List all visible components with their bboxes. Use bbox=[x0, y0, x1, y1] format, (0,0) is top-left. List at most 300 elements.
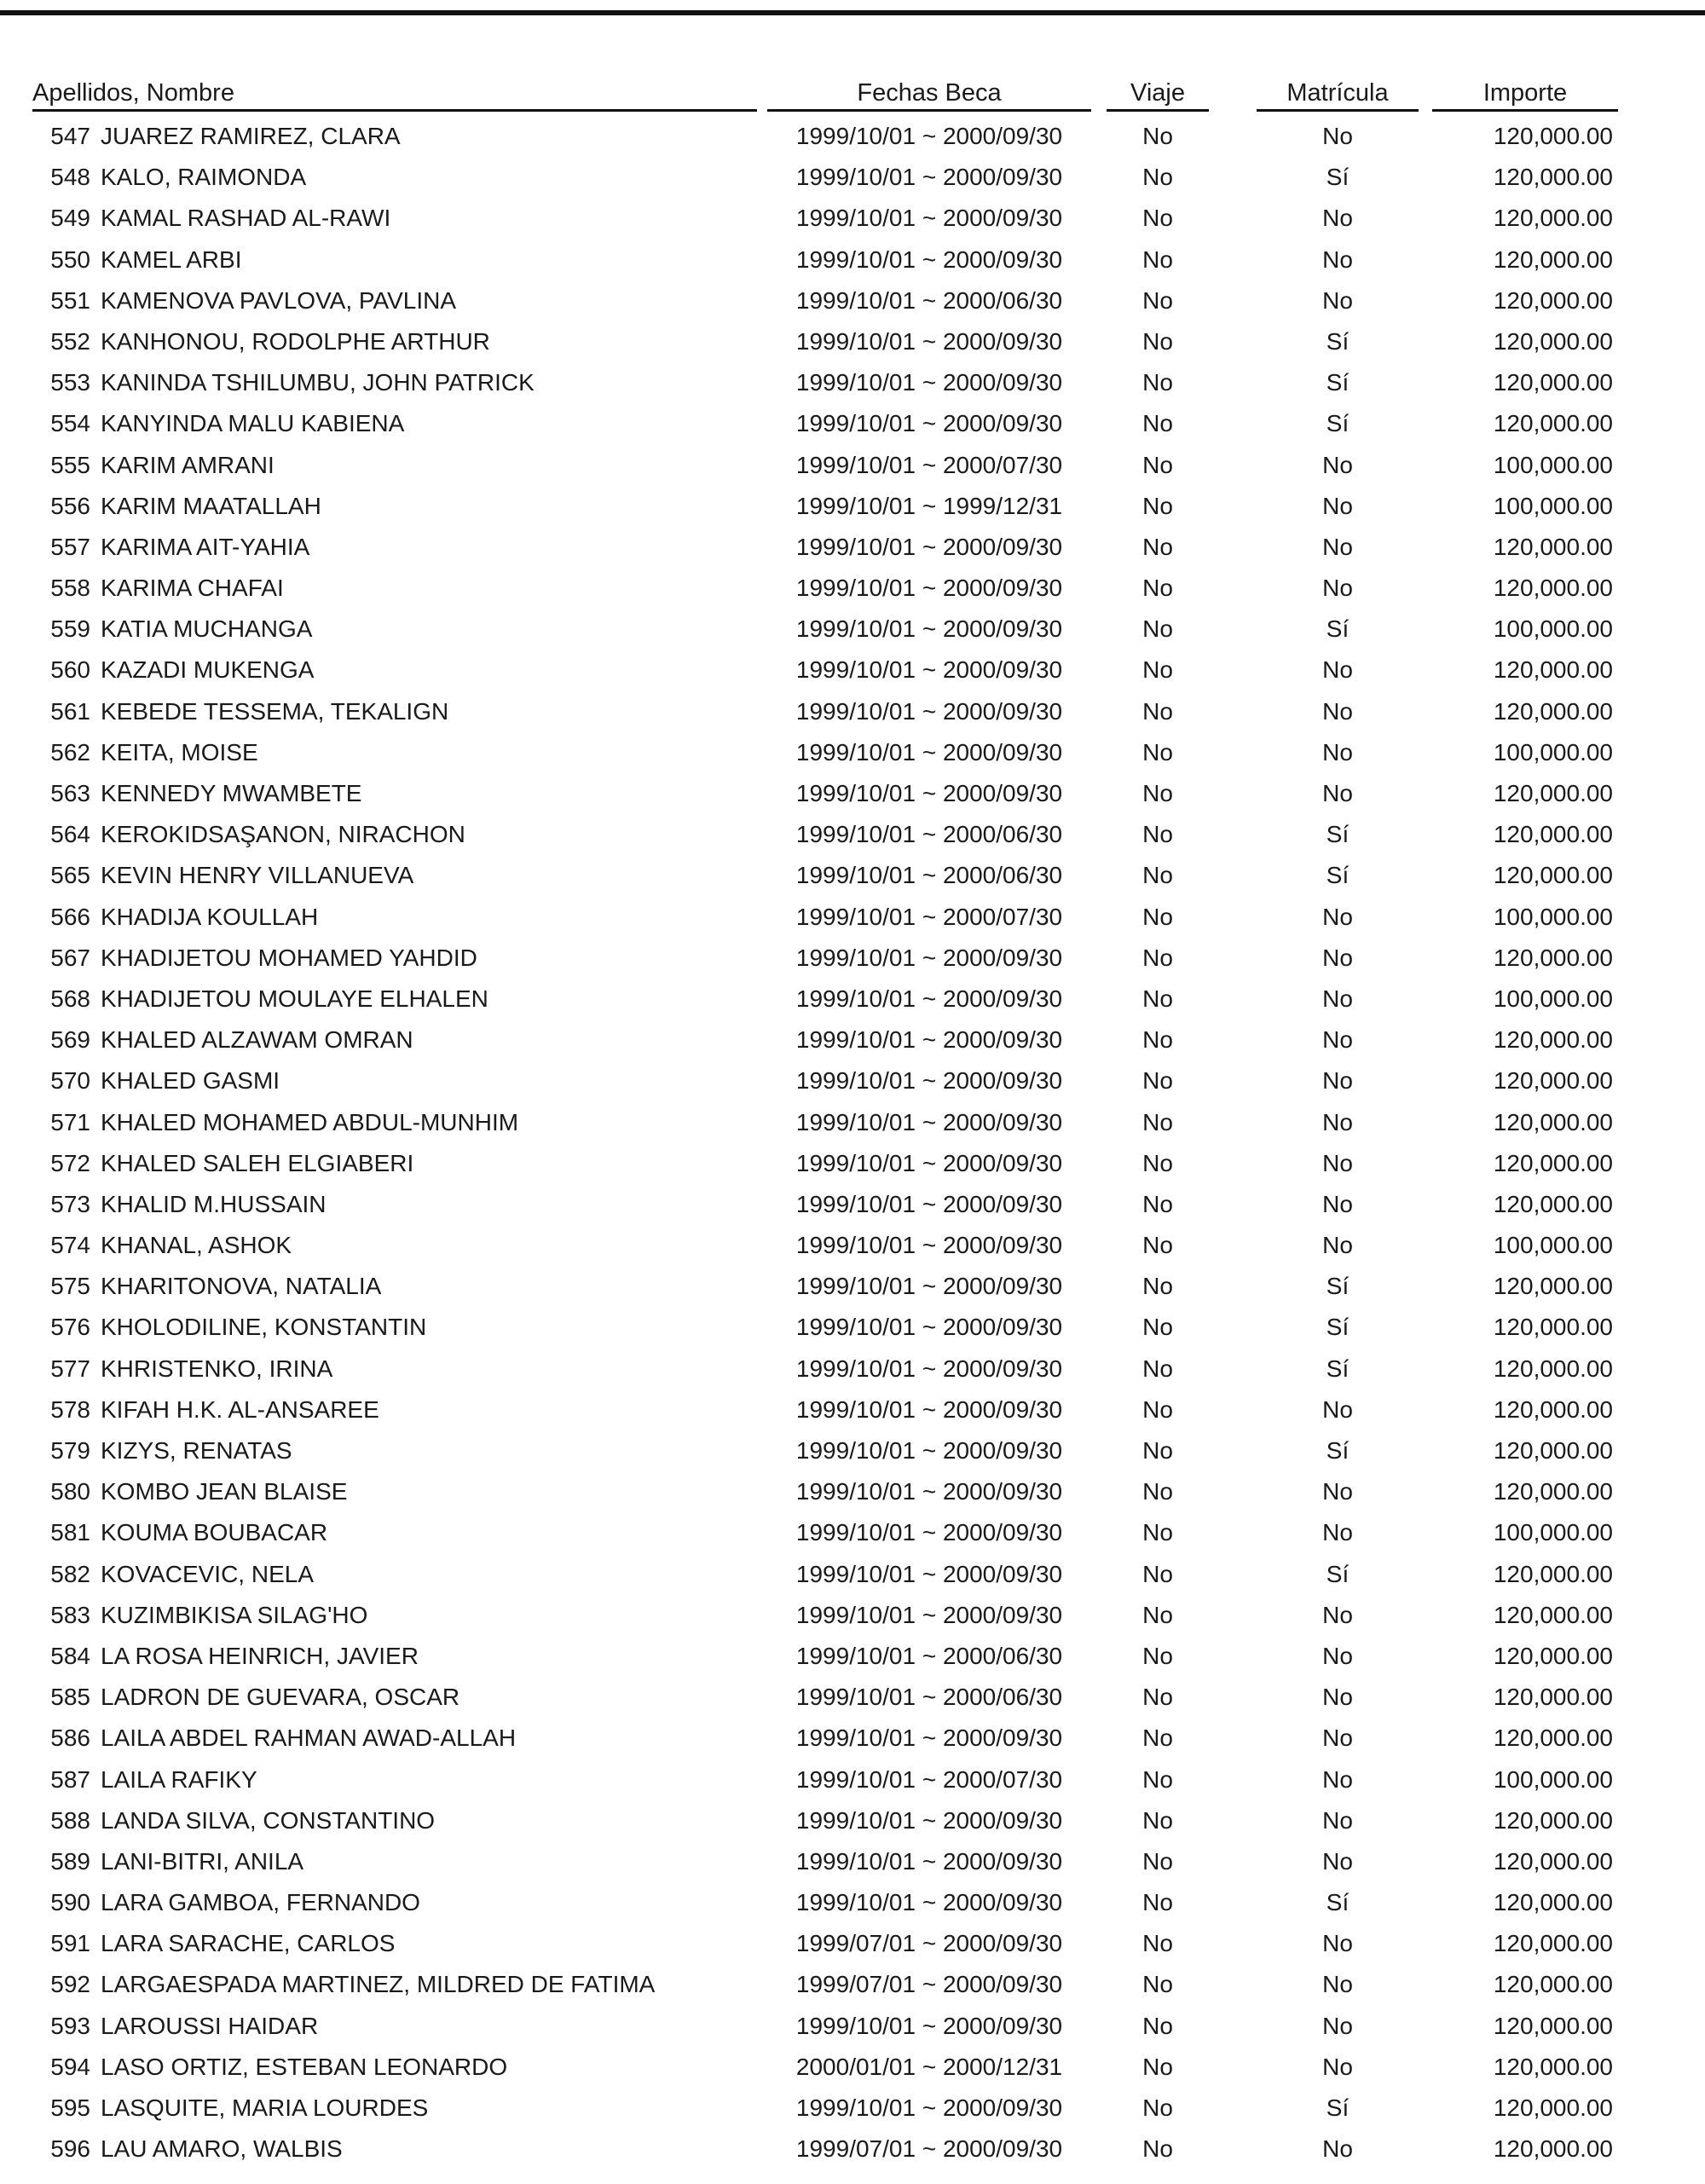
row-matricula: No bbox=[1322, 2012, 1353, 2039]
row-number: 576 bbox=[50, 1314, 90, 1341]
row-fechas: 1999/10/01 ~ 2000/09/30 bbox=[795, 1190, 1063, 1217]
row-importe: 120,000.00 bbox=[1493, 1273, 1613, 1300]
row-matricula: No bbox=[1322, 1847, 1353, 1875]
table-row bbox=[0, 1230, 1705, 1271]
row-name: KARIM AMRANI bbox=[101, 451, 275, 478]
row-viaje: No bbox=[1142, 327, 1173, 355]
row-viaje: No bbox=[1142, 451, 1173, 478]
row-name: LASO ORTIZ, ESTEBAN LEONARDO bbox=[101, 2053, 508, 2080]
table-row bbox=[0, 450, 1705, 491]
row-fechas: 1999/10/01 ~ 2000/06/30 bbox=[795, 1684, 1063, 1711]
row-name: KARIMA AIT-YAHIA bbox=[101, 533, 310, 560]
table-row bbox=[0, 1066, 1705, 1106]
row-number: 565 bbox=[50, 862, 90, 889]
row-matricula: No bbox=[1322, 1806, 1353, 1834]
row-number: 560 bbox=[50, 656, 90, 684]
row-number: 578 bbox=[50, 1395, 90, 1423]
row-number: 594 bbox=[50, 2053, 90, 2080]
row-number: 593 bbox=[50, 2012, 90, 2039]
row-viaje: No bbox=[1142, 2094, 1173, 2121]
row-name: KHOLODILINE, KONSTANTIN bbox=[101, 1314, 427, 1341]
row-viaje: No bbox=[1142, 1067, 1173, 1095]
row-matricula: No bbox=[1322, 1642, 1353, 1669]
row-importe: 120,000.00 bbox=[1493, 164, 1613, 191]
row-matricula: Sí bbox=[1326, 1355, 1350, 1382]
row-name: KOUMA BOUBACAR bbox=[101, 1519, 328, 1546]
row-number: 547 bbox=[50, 123, 90, 149]
row-name: KHADIJETOU MOULAYE ELHALEN bbox=[101, 985, 488, 1012]
row-fechas: 1999/10/01 ~ 2000/09/30 bbox=[795, 369, 1063, 396]
row-importe: 120,000.00 bbox=[1493, 1067, 1613, 1095]
row-viaje: No bbox=[1142, 2135, 1173, 2163]
row-name: KHADIJA KOULLAH bbox=[101, 903, 319, 930]
row-fechas: 1999/10/01 ~ 2000/09/30 bbox=[795, 123, 1063, 149]
row-name: LASQUITE, MARIA LOURDES bbox=[101, 2094, 429, 2121]
row-number: 587 bbox=[50, 1765, 90, 1793]
row-importe: 100,000.00 bbox=[1493, 1232, 1613, 1259]
row-importe: 120,000.00 bbox=[1493, 656, 1613, 684]
row-matricula: Sí bbox=[1326, 327, 1350, 355]
table-header bbox=[0, 78, 1705, 113]
table-row bbox=[0, 245, 1705, 286]
row-fechas: 1999/10/01 ~ 2000/09/30 bbox=[795, 944, 1063, 971]
row-importe: 120,000.00 bbox=[1493, 205, 1613, 232]
row-viaje: No bbox=[1142, 533, 1173, 560]
table-row bbox=[0, 1846, 1705, 1887]
row-importe: 100,000.00 bbox=[1493, 451, 1613, 478]
row-name: LARA SARACHE, CARLOS bbox=[101, 1930, 396, 1957]
row-fechas: 1999/07/01 ~ 2000/09/30 bbox=[795, 1930, 1063, 1957]
row-viaje: No bbox=[1142, 1847, 1173, 1875]
row-matricula: No bbox=[1322, 1765, 1353, 1793]
row-matricula: No bbox=[1322, 1601, 1353, 1628]
table-row bbox=[0, 491, 1705, 532]
table-row bbox=[0, 2052, 1705, 2093]
table-row bbox=[0, 1682, 1705, 1723]
row-fechas: 1999/10/01 ~ 2000/06/30 bbox=[795, 821, 1063, 848]
row-name: LADRON DE GUEVARA, OSCAR bbox=[101, 1684, 460, 1711]
row-number: 552 bbox=[50, 327, 90, 355]
row-number: 564 bbox=[50, 821, 90, 848]
row-importe: 120,000.00 bbox=[1493, 1149, 1613, 1176]
row-importe: 100,000.00 bbox=[1493, 738, 1613, 766]
row-importe: 120,000.00 bbox=[1493, 2053, 1613, 2080]
row-name: KOMBO JEAN BLAISE bbox=[101, 1478, 348, 1505]
header-viaje: Viaje bbox=[1107, 78, 1209, 112]
row-importe: 120,000.00 bbox=[1493, 2135, 1613, 2163]
row-name: KARIMA CHAFAI bbox=[101, 575, 284, 602]
table-row bbox=[0, 1107, 1705, 1148]
row-matricula: Sí bbox=[1326, 369, 1350, 396]
row-fechas: 1999/10/01 ~ 2000/09/30 bbox=[795, 1437, 1063, 1464]
top-rule bbox=[0, 10, 1705, 15]
table-row bbox=[0, 1395, 1705, 1436]
table-row bbox=[0, 203, 1705, 244]
row-viaje: No bbox=[1142, 1725, 1173, 1752]
table-row bbox=[0, 408, 1705, 449]
row-number: 592 bbox=[50, 1971, 90, 1998]
row-name: KAZADI MUKENGA bbox=[101, 656, 315, 684]
row-matricula: No bbox=[1322, 2135, 1353, 2163]
row-name: KANYINDA MALU KABIENA bbox=[101, 410, 405, 437]
row-viaje: No bbox=[1142, 862, 1173, 889]
row-importe: 120,000.00 bbox=[1493, 246, 1613, 273]
row-viaje: No bbox=[1142, 205, 1173, 232]
row-viaje: No bbox=[1142, 1601, 1173, 1628]
row-name: LARGAESPADA MARTINEZ, MILDRED DE FATIMA bbox=[101, 1971, 656, 1998]
row-number: 558 bbox=[50, 575, 90, 602]
row-importe: 100,000.00 bbox=[1493, 492, 1613, 519]
row-name: KAMEL ARBI bbox=[101, 246, 242, 273]
row-fechas: 1999/10/01 ~ 2000/09/30 bbox=[795, 1519, 1063, 1546]
row-fechas: 1999/10/01 ~ 2000/06/30 bbox=[795, 286, 1063, 314]
row-importe: 120,000.00 bbox=[1493, 862, 1613, 889]
row-number: 554 bbox=[50, 410, 90, 437]
row-fechas: 1999/10/01 ~ 2000/09/30 bbox=[795, 1889, 1063, 1916]
row-fechas: 1999/10/01 ~ 2000/06/30 bbox=[795, 862, 1063, 889]
row-matricula: No bbox=[1322, 1519, 1353, 1546]
table-row bbox=[0, 1600, 1705, 1641]
table-row bbox=[0, 1723, 1705, 1764]
row-viaje: No bbox=[1142, 697, 1173, 725]
row-name: LAILA ABDEL RAHMAN AWAD-ALLAH bbox=[101, 1725, 517, 1752]
row-viaje: No bbox=[1142, 1806, 1173, 1834]
row-matricula: No bbox=[1322, 492, 1353, 519]
row-importe: 120,000.00 bbox=[1493, 1395, 1613, 1423]
row-viaje: No bbox=[1142, 1889, 1173, 1916]
row-matricula: No bbox=[1322, 451, 1353, 478]
row-viaje: No bbox=[1142, 286, 1173, 314]
row-number: 591 bbox=[50, 1930, 90, 1957]
row-viaje: No bbox=[1142, 1314, 1173, 1341]
row-viaje: No bbox=[1142, 1478, 1173, 1505]
row-matricula: Sí bbox=[1326, 1437, 1350, 1464]
row-viaje: No bbox=[1142, 656, 1173, 684]
row-viaje: No bbox=[1142, 369, 1173, 396]
row-number: 550 bbox=[50, 246, 90, 273]
table-row bbox=[0, 367, 1705, 408]
row-importe: 120,000.00 bbox=[1493, 1601, 1613, 1628]
row-matricula: No bbox=[1322, 780, 1353, 806]
row-importe: 120,000.00 bbox=[1493, 1026, 1613, 1054]
row-fechas: 1999/10/01 ~ 2000/09/30 bbox=[795, 656, 1063, 684]
row-matricula: Sí bbox=[1326, 1273, 1350, 1300]
row-viaje: No bbox=[1142, 410, 1173, 437]
row-importe: 100,000.00 bbox=[1493, 615, 1613, 643]
row-viaje: No bbox=[1142, 1273, 1173, 1300]
row-matricula: No bbox=[1322, 697, 1353, 725]
row-importe: 100,000.00 bbox=[1493, 1519, 1613, 1546]
table-row bbox=[0, 532, 1705, 573]
row-viaje: No bbox=[1142, 1437, 1173, 1464]
row-fechas: 1999/10/01 ~ 2000/09/30 bbox=[795, 2094, 1063, 2121]
row-matricula: No bbox=[1322, 1108, 1353, 1135]
row-matricula: Sí bbox=[1326, 2094, 1350, 2121]
row-number: 561 bbox=[50, 697, 90, 725]
row-matricula: No bbox=[1322, 1725, 1353, 1752]
row-importe: 120,000.00 bbox=[1493, 1684, 1613, 1711]
table-row bbox=[0, 2134, 1705, 2175]
row-viaje: No bbox=[1142, 903, 1173, 930]
row-viaje: No bbox=[1142, 1108, 1173, 1135]
row-matricula: No bbox=[1322, 1026, 1353, 1054]
row-importe: 120,000.00 bbox=[1493, 1971, 1613, 1998]
table-row bbox=[0, 1312, 1705, 1353]
row-name: LAU AMARO, WALBIS bbox=[101, 2135, 343, 2163]
row-number: 596 bbox=[50, 2135, 90, 2163]
row-matricula: No bbox=[1322, 1395, 1353, 1423]
table-row bbox=[0, 1025, 1705, 1066]
row-fechas: 1999/10/01 ~ 2000/09/30 bbox=[795, 1601, 1063, 1628]
row-name: KEITA, MOISE bbox=[101, 738, 258, 766]
row-importe: 120,000.00 bbox=[1493, 1560, 1613, 1587]
table-row bbox=[0, 121, 1705, 162]
header-importe: Importe bbox=[1432, 78, 1618, 112]
row-name: KARIM MAATALLAH bbox=[101, 492, 321, 519]
table-row bbox=[0, 737, 1705, 778]
table-row bbox=[0, 1559, 1705, 1600]
row-number: 586 bbox=[50, 1725, 90, 1752]
row-importe: 120,000.00 bbox=[1493, 1437, 1613, 1464]
row-name: KHARITONOVA, NATALIA bbox=[101, 1273, 382, 1300]
header-fechas: Fechas Beca bbox=[767, 78, 1091, 112]
row-fechas: 1999/10/01 ~ 2000/09/30 bbox=[795, 985, 1063, 1012]
row-matricula: Sí bbox=[1326, 862, 1350, 889]
row-fechas: 1999/10/01 ~ 2000/09/30 bbox=[795, 1149, 1063, 1176]
row-fechas: 1999/10/01 ~ 2000/07/30 bbox=[795, 451, 1063, 478]
row-matricula: No bbox=[1322, 1930, 1353, 1957]
row-name: KANINDA TSHILUMBU, JOHN PATRICK bbox=[101, 369, 535, 396]
row-fechas: 1999/10/01 ~ 2000/09/30 bbox=[795, 410, 1063, 437]
row-number: 557 bbox=[50, 533, 90, 560]
row-matricula: Sí bbox=[1326, 164, 1350, 191]
row-number: 571 bbox=[50, 1108, 90, 1135]
row-importe: 120,000.00 bbox=[1493, 2094, 1613, 2121]
row-importe: 120,000.00 bbox=[1493, 1642, 1613, 1669]
table-row bbox=[0, 819, 1705, 860]
row-viaje: No bbox=[1142, 123, 1173, 149]
table-row bbox=[0, 2093, 1705, 2134]
row-number: 566 bbox=[50, 903, 90, 930]
row-importe: 120,000.00 bbox=[1493, 327, 1613, 355]
row-fechas: 2000/01/01 ~ 2000/12/31 bbox=[795, 2053, 1063, 2080]
row-fechas: 1999/10/01 ~ 2000/09/30 bbox=[795, 780, 1063, 806]
row-matricula: Sí bbox=[1326, 1889, 1350, 1916]
row-fechas: 1999/10/01 ~ 2000/09/30 bbox=[795, 738, 1063, 766]
row-viaje: No bbox=[1142, 985, 1173, 1012]
row-number: 584 bbox=[50, 1642, 90, 1669]
row-matricula: No bbox=[1322, 1684, 1353, 1711]
row-fechas: 1999/10/01 ~ 2000/09/30 bbox=[795, 533, 1063, 560]
row-fechas: 1999/10/01 ~ 2000/09/30 bbox=[795, 246, 1063, 273]
row-fechas: 1999/07/01 ~ 2000/09/30 bbox=[795, 1971, 1063, 1998]
table-row bbox=[0, 1271, 1705, 1312]
row-viaje: No bbox=[1142, 1232, 1173, 1259]
row-number: 579 bbox=[50, 1437, 90, 1464]
row-fechas: 1999/10/01 ~ 2000/09/30 bbox=[795, 1725, 1063, 1752]
row-viaje: No bbox=[1142, 821, 1173, 848]
row-fechas: 1999/10/01 ~ 2000/09/30 bbox=[795, 697, 1063, 725]
row-importe: 120,000.00 bbox=[1493, 1190, 1613, 1217]
table-row bbox=[0, 943, 1705, 984]
row-name: JUAREZ RAMIREZ, CLARA bbox=[101, 123, 401, 149]
row-name: KIZYS, RENATAS bbox=[101, 1437, 292, 1464]
table-row bbox=[0, 984, 1705, 1025]
table-row bbox=[0, 696, 1705, 737]
row-matricula: Sí bbox=[1326, 615, 1350, 643]
row-viaje: No bbox=[1142, 1355, 1173, 1382]
row-name: KHALED ALZAWAM OMRAN bbox=[101, 1026, 413, 1054]
row-importe: 120,000.00 bbox=[1493, 2012, 1613, 2039]
row-fechas: 1999/10/01 ~ 2000/09/30 bbox=[795, 2012, 1063, 2039]
row-viaje: No bbox=[1142, 1149, 1173, 1176]
row-viaje: No bbox=[1142, 1519, 1173, 1546]
row-importe: 120,000.00 bbox=[1493, 697, 1613, 725]
row-number: 551 bbox=[50, 286, 90, 314]
row-matricula: No bbox=[1322, 944, 1353, 971]
row-viaje: No bbox=[1142, 780, 1173, 806]
row-name: KAMENOVA PAVLOVA, PAVLINA bbox=[101, 286, 457, 314]
row-fechas: 1999/10/01 ~ 2000/09/30 bbox=[795, 327, 1063, 355]
row-name: KEBEDE TESSEMA, TEKALIGN bbox=[101, 697, 449, 725]
row-matricula: No bbox=[1322, 903, 1353, 930]
row-name: LAROUSSI HAIDAR bbox=[101, 2012, 319, 2039]
row-fechas: 1999/10/01 ~ 2000/09/30 bbox=[795, 1355, 1063, 1382]
row-matricula: No bbox=[1322, 1149, 1353, 1176]
row-matricula: No bbox=[1322, 1232, 1353, 1259]
row-importe: 100,000.00 bbox=[1493, 985, 1613, 1012]
row-number: 568 bbox=[50, 985, 90, 1012]
row-name: KATIA MUCHANGA bbox=[101, 615, 313, 643]
row-number: 583 bbox=[50, 1601, 90, 1628]
table-row bbox=[0, 778, 1705, 819]
table-row bbox=[0, 902, 1705, 943]
row-viaje: No bbox=[1142, 2053, 1173, 2080]
row-fechas: 1999/10/01 ~ 2000/09/30 bbox=[795, 1314, 1063, 1341]
row-number: 589 bbox=[50, 1847, 90, 1875]
header-name: Apellidos, Nombre bbox=[32, 78, 757, 112]
row-number: 572 bbox=[50, 1149, 90, 1176]
row-matricula: No bbox=[1322, 286, 1353, 314]
row-importe: 120,000.00 bbox=[1493, 780, 1613, 806]
row-name: KHRISTENKO, IRINA bbox=[101, 1355, 333, 1382]
row-viaje: No bbox=[1142, 1971, 1173, 1998]
row-fechas: 1999/10/01 ~ 2000/07/30 bbox=[795, 903, 1063, 930]
row-fechas: 1999/10/01 ~ 2000/09/30 bbox=[795, 1806, 1063, 1834]
table-row bbox=[0, 1969, 1705, 2010]
row-number: 555 bbox=[50, 451, 90, 478]
row-number: 577 bbox=[50, 1355, 90, 1382]
row-matricula: Sí bbox=[1326, 410, 1350, 437]
row-matricula: Sí bbox=[1326, 1560, 1350, 1587]
row-fechas: 1999/10/01 ~ 1999/12/31 bbox=[795, 492, 1063, 519]
row-name: KAMAL RASHAD AL-RAWI bbox=[101, 205, 391, 232]
row-matricula: No bbox=[1322, 1971, 1353, 1998]
row-viaje: No bbox=[1142, 575, 1173, 602]
row-matricula: Sí bbox=[1326, 821, 1350, 848]
row-importe: 120,000.00 bbox=[1493, 410, 1613, 437]
row-name: LA ROSA HEINRICH, JAVIER bbox=[101, 1642, 419, 1669]
row-number: 553 bbox=[50, 369, 90, 396]
row-number: 563 bbox=[50, 780, 90, 806]
row-matricula: No bbox=[1322, 205, 1353, 232]
row-number: 562 bbox=[50, 738, 90, 766]
row-number: 575 bbox=[50, 1273, 90, 1300]
row-fechas: 1999/10/01 ~ 2000/07/30 bbox=[795, 1765, 1063, 1793]
row-number: 556 bbox=[50, 492, 90, 519]
row-importe: 120,000.00 bbox=[1493, 1806, 1613, 1834]
row-number: 588 bbox=[50, 1806, 90, 1834]
row-number: 580 bbox=[50, 1478, 90, 1505]
row-fechas: 1999/10/01 ~ 2000/09/30 bbox=[795, 1560, 1063, 1587]
row-matricula: No bbox=[1322, 738, 1353, 766]
row-name: LARA GAMBOA, FERNANDO bbox=[101, 1889, 420, 1916]
row-importe: 120,000.00 bbox=[1493, 1108, 1613, 1135]
row-name: KHANAL, ASHOK bbox=[101, 1232, 292, 1259]
row-matricula: No bbox=[1322, 575, 1353, 602]
row-fechas: 1999/10/01 ~ 2000/09/30 bbox=[795, 1847, 1063, 1875]
table-row bbox=[0, 2011, 1705, 2052]
table-row bbox=[0, 162, 1705, 203]
row-number: 569 bbox=[50, 1026, 90, 1054]
row-name: LANDA SILVA, CONSTANTINO bbox=[101, 1806, 436, 1834]
row-fechas: 1999/10/01 ~ 2000/09/30 bbox=[795, 1108, 1063, 1135]
row-name: KANHONOU, RODOLPHE ARTHUR bbox=[101, 327, 490, 355]
row-fechas: 1999/10/01 ~ 2000/09/30 bbox=[795, 1232, 1063, 1259]
table-row bbox=[0, 1148, 1705, 1189]
table-row bbox=[0, 573, 1705, 614]
row-importe: 120,000.00 bbox=[1493, 821, 1613, 848]
row-importe: 120,000.00 bbox=[1493, 575, 1613, 602]
row-number: 567 bbox=[50, 944, 90, 971]
row-viaje: No bbox=[1142, 738, 1173, 766]
row-number: 590 bbox=[50, 1889, 90, 1916]
row-fechas: 1999/07/01 ~ 2000/09/30 bbox=[795, 2135, 1063, 2163]
table-body bbox=[0, 121, 1705, 2175]
table-row bbox=[0, 1476, 1705, 1517]
table-row bbox=[0, 1641, 1705, 1682]
row-importe: 120,000.00 bbox=[1493, 533, 1613, 560]
row-viaje: No bbox=[1142, 492, 1173, 519]
row-importe: 120,000.00 bbox=[1493, 123, 1613, 149]
row-name: KALO, RAIMONDA bbox=[101, 164, 307, 191]
row-fechas: 1999/10/01 ~ 2000/09/30 bbox=[795, 575, 1063, 602]
row-number: 595 bbox=[50, 2094, 90, 2121]
row-matricula: No bbox=[1322, 1067, 1353, 1095]
row-fechas: 1999/10/01 ~ 2000/09/30 bbox=[795, 1067, 1063, 1095]
row-viaje: No bbox=[1142, 1765, 1173, 1793]
row-matricula: No bbox=[1322, 656, 1353, 684]
row-matricula: No bbox=[1322, 123, 1353, 149]
row-importe: 120,000.00 bbox=[1493, 286, 1613, 314]
row-name: LANI-BITRI, ANILA bbox=[101, 1847, 304, 1875]
row-number: 585 bbox=[50, 1684, 90, 1711]
row-viaje: No bbox=[1142, 1560, 1173, 1587]
row-matricula: No bbox=[1322, 985, 1353, 1012]
row-viaje: No bbox=[1142, 1684, 1173, 1711]
row-number: 581 bbox=[50, 1519, 90, 1546]
row-number: 574 bbox=[50, 1232, 90, 1259]
row-number: 548 bbox=[50, 164, 90, 191]
table-row bbox=[0, 860, 1705, 901]
row-importe: 120,000.00 bbox=[1493, 944, 1613, 971]
row-importe: 100,000.00 bbox=[1493, 1765, 1613, 1793]
row-viaje: No bbox=[1142, 1930, 1173, 1957]
table-row bbox=[0, 1887, 1705, 1928]
table-row bbox=[0, 1436, 1705, 1476]
table-row bbox=[0, 1354, 1705, 1395]
row-matricula: No bbox=[1322, 2053, 1353, 2080]
